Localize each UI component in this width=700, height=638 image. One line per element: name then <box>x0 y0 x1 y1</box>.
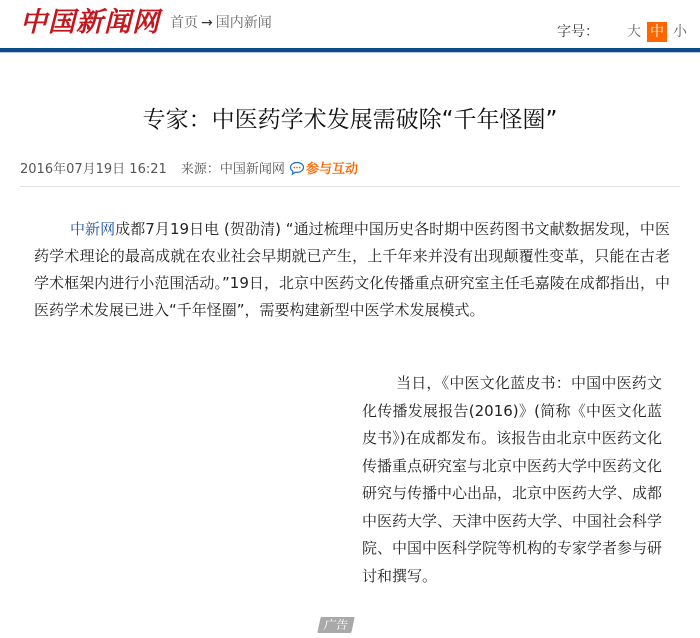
breadcrumb-section-link[interactable]: 国内新闻 <box>215 15 272 31</box>
source-link[interactable]: 中国新闻网 <box>219 162 285 177</box>
font-size-small-button[interactable]: 小 <box>673 24 687 40</box>
ad-badge[interactable]: 广告 <box>317 617 354 633</box>
font-size-large-button[interactable]: 大 <box>627 24 641 40</box>
article-paragraph-2: 当日，《中医文化蓝皮书：中国中医药文化传播发展报告(2016)》(简称《中医文化蓝皮书》)在成都发布。该报告由北京中医药文化传播重点研究室与北京中医药大学中医药文化研究与传播中心出品，北京中医药大学、成都中医药大学、天津中医药大学、中国社会科学院、中国中医科学院等机构的专家学者参与研讨和撰写。 <box>362 374 663 585</box>
font-size-medium-button[interactable]: 中 <box>647 22 667 42</box>
breadcrumb <box>170 14 272 32</box>
source-label: 来源： <box>180 162 220 177</box>
breadcrumb-arrow-icon: → <box>201 15 213 31</box>
speech-bubble-icon <box>289 161 305 183</box>
interact-link[interactable]: 参与互动 <box>305 162 358 177</box>
publish-date: 2016年07月19日 16:21 <box>20 162 167 177</box>
font-size-switcher <box>557 22 690 42</box>
chinanews-link[interactable]: 中新网 <box>70 220 116 238</box>
article-title: 专家：中医药学术发展需破除“千年怪圈” <box>142 107 558 133</box>
paragraph-1-text: 成都7月19日电 (贺劭清) “通过梳理中国历史各时期中医药图书文献数据发现，中医药学术理论的最高成就在农业社会早期就已产生，上千年来并没有出现颠覆性变革，只能在古老学术框架内进行小范围活动。”19日，北京中医药文化传播重点研究室主任毛嘉陵在成都指出，中医药学术发展已进入“千年怪圈”，需要构建新型中医学术发展模式。 <box>34 220 670 319</box>
breadcrumb-home-link[interactable]: 首页 <box>170 15 198 31</box>
site-logo[interactable]: 中国新闻网 <box>20 7 160 38</box>
article-paragraph-1 <box>34 216 670 324</box>
meta-divider <box>20 186 680 187</box>
article-meta <box>20 160 680 182</box>
header-divider-shadow <box>0 52 700 53</box>
site-header <box>0 0 700 50</box>
font-size-label: 字号： <box>557 24 599 40</box>
